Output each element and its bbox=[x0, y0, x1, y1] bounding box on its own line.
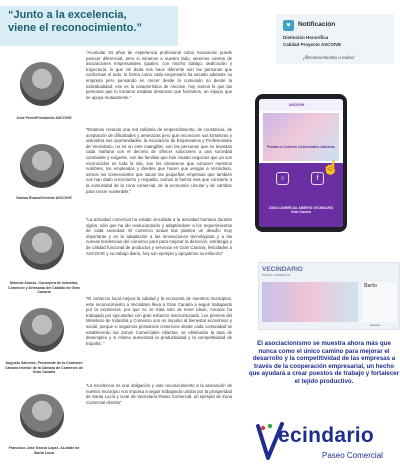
website-sidebar-heading: Barto bbox=[364, 283, 378, 289]
portrait-minerva-alonso bbox=[20, 226, 64, 270]
tablet-brand: ascoive bbox=[289, 102, 305, 107]
quote-francisco-garcia: “La excelencia es una obligación y este reconocimiento a la asociación de nuestro municipio nos impulsa a seguir trabajando unidos por la prosperidad de Santa Lucía y crear de Vecindario Paseo Comercial, un ejemplo de Zona Comercial Abierta” bbox=[86, 383, 232, 405]
website-logo: VECINDARIO bbox=[262, 266, 303, 273]
website-logo-sub: PASEO COMERCIAL bbox=[262, 273, 291, 277]
instagram-icon[interactable]: ○ bbox=[276, 172, 289, 185]
caption-minerva-alonso: Minerva Alonso, Consejera de Industria, Comercio y Artesanía del Cabildo de Gran Canaria bbox=[8, 281, 80, 295]
headline-line-1: “Junto a la excelencia, bbox=[8, 9, 127, 21]
highlight-text: El asociacionismo se muestra ahora más que nunca como el único camino para mejorar el desarrollo y la competitividad de las empresas a través de la cooperación empresarial, un hecho que ayudará a crear puestos de trabajo y fortalecer el tejido productivo. bbox=[248, 340, 400, 385]
website-hero bbox=[262, 282, 358, 322]
tablet-hero-image bbox=[263, 113, 339, 161]
calendar-heart-icon: ♥ bbox=[283, 20, 294, 31]
tablet-title: Premio a Centros Comerciales Abiertos bbox=[267, 145, 335, 149]
logo-subtitle: Paseo Comercial bbox=[322, 451, 383, 460]
tablet-zona bbox=[263, 206, 339, 214]
portrait-sabina-ruano bbox=[20, 144, 64, 188]
tablet-zona-sub: Gran Canaria bbox=[290, 210, 312, 214]
facebook-icon[interactable]: f bbox=[311, 172, 324, 185]
headline-line-2: viene el reconocimiento.” bbox=[8, 22, 142, 34]
portrait-francisco-garcia bbox=[20, 394, 64, 438]
quote-sabina-ruano: “Estamos creando una red solidaria de emprendimiento, de constancia, de aceptación de dificultades y amenazas pero que reconocen sus fortalezas y vislumbra sus oportunidades, la Asociación de Empresarios y Profesionales de Vecindario, no es un ente intangible, son las personas que se levantan cada mañana con el decreto de ofrecer soluciones a una sociedad cambiante y exigente, son las familias que han creado negocios que ya son reconocidos en toda la isla, son los camareros que conocen nuestros nombres, los empleados y clientes que hacen que vengas a Vecindario, somos los comerciantes que sacan las pequeñas empresas que también nos han dado crecimiento y respaldo, somos la fuerza viva que convierte a la comunidad de la zona comercial, de la economía circular y de cambiar para crecer sostenible.” bbox=[86, 127, 232, 194]
quote-minerva-alonso: “La actividad comercial ha estado vinculada a la actividad humana durante siglos, sólo que ha ido evolucionando y adaptándose a los requerimientos de cada sociedad. El comercio actual has plantea un desafío muy importante y es la adaptación a las innovaciones tecnológicas y a las nuevas tendencias del comercio para para mejorar la dirección, estrategia y de calidad funcional de productos y servicios en Gran Canaria, felicidades a ASCOIVE y su trabajo diario, hoy son ejemplo y apoyamos su esfuerzo” bbox=[86, 217, 232, 256]
pointing-hand-icon: ☝ bbox=[322, 159, 340, 175]
headline bbox=[8, 9, 188, 35]
website-footer: ascoive bbox=[370, 323, 381, 327]
portrait-jose-perez bbox=[20, 62, 64, 106]
caption-augusto-sanchez: Augusto Sánchez, Presidente de la Comisión Cámara Interior de la Cámara de Comercio de Gran Canaria bbox=[5, 361, 83, 375]
tablet-zona-line: ZONA COMERCIAL ABIERTA VECINDARIO bbox=[268, 206, 334, 210]
notification-title: Notificación bbox=[298, 21, 336, 28]
logo-wordmark: ecindario bbox=[278, 424, 375, 447]
quote-jose-perez: “Acumular 34 años de experiencia profesional como Asociación puede parecer diferencial, pero si miramos a nuestro lado, veremos cientos de asociaciones empresariales iguales, con mucho trabajo, dedicación y trayectoria, lo que sin duda nos hace diferente son las personas que conforman el todo, la forma como cada empresario ha sacado adelante su empresa pero pensando en crecer desde la comunión no desde la individualidad, ese es la característica de Ascoive, hoy somos lo que las personas que lo iniciaron estaban deseosos que fuéramos, un equipo que se apoya mutuamente.” bbox=[86, 50, 232, 100]
caption-sabina-ruano: Sabina Ruano/Gerente ASCOIVE bbox=[16, 196, 72, 200]
caption-francisco-garcia: Francisco José García López, ALcalde de Santa Lucía bbox=[8, 446, 80, 455]
notification-line-1: Distinción Honorífica bbox=[283, 35, 329, 40]
caption-jose-perez: José Perez/Presidente ASCOIVE bbox=[16, 116, 72, 120]
portrait-augusto-sanchez bbox=[20, 308, 64, 352]
notification-tagline: ¡Reconocimiento a todos! bbox=[303, 56, 355, 61]
notification-line-2: Calidad Proyecto ASCOIVE bbox=[283, 42, 342, 47]
quote-augusto-sanchez: “El comercio local mejora la calidad y la economía de nuestros municipios, este reconocimiento a Vecindario lleva a Gran Canaria a seguir trabajando por la excelencia, por que no se trata solo de tener ideas, Ascoive ha trabajado por ejecutarlas con gran esfuerzo mancomunado. Los premios del Ministerio de Industria y Comercio son un impulso al bienestar económico y social, porque si seguimos pensamos comercios desde cada comunidad se establecerán las Zonas Comerciales Abiertas, se eliminarán la tasa de desempleo y si mismo aumentará la productividad y la competitividad de España. ” bbox=[86, 296, 232, 346]
